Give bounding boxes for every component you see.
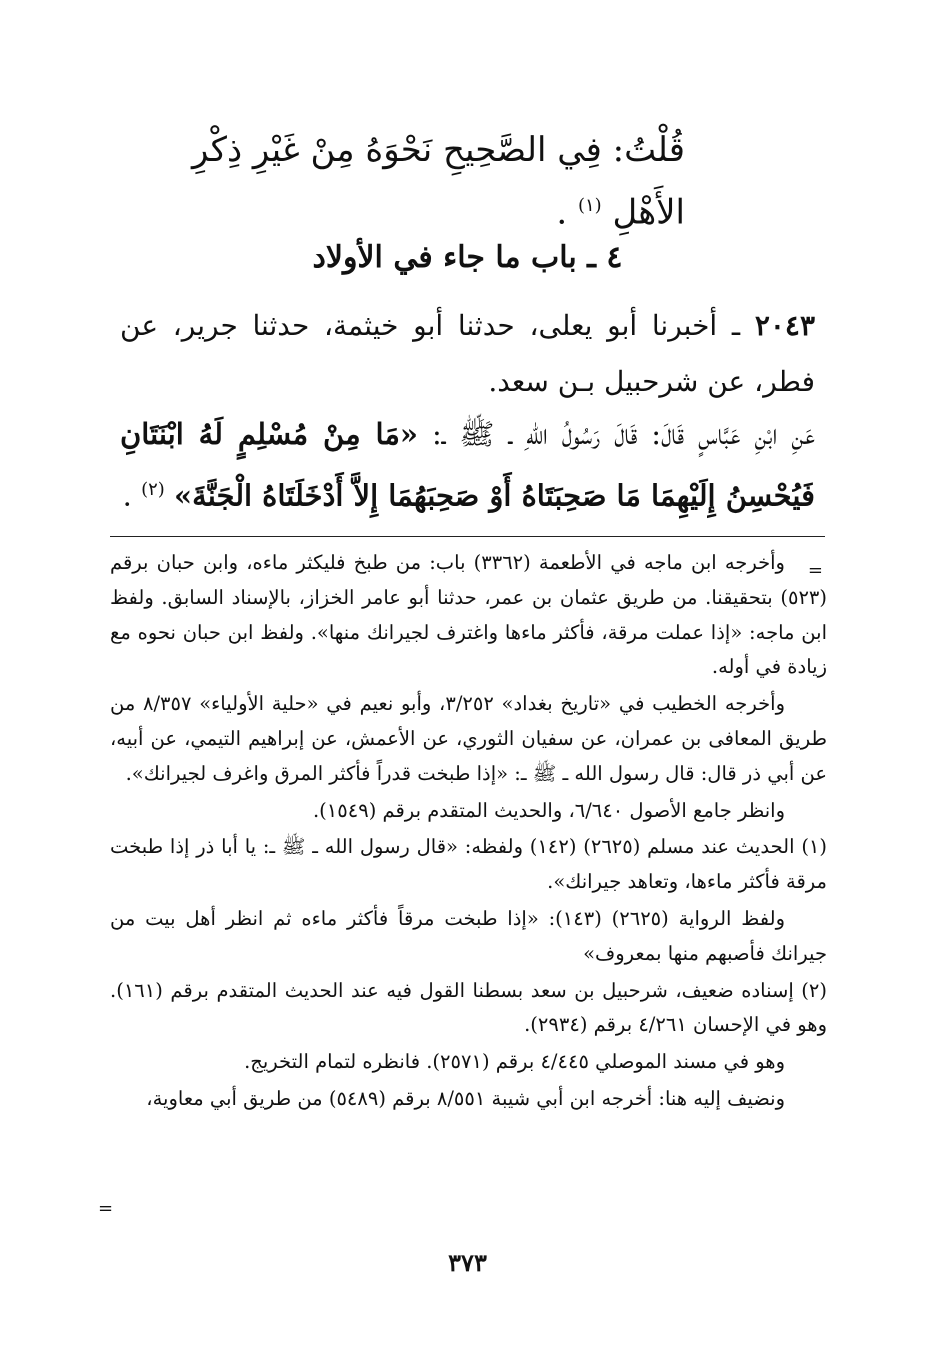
footnote-continued-para: وأخرجه ابن ماجه في الأطعمة (٣٣٦٢) باب: من طبخ فليكثر ماءه، وابن حبان برقم (٥٢٣) بتحقيقنا. من طريق عثمان بن عمر، حدثنا أبو عامر الخزاز، بالإسناد السابق. ولفظ ابن ماجه: «إذا عملت مرقة، فأكثر ماءها واغترف لجيرانك منها». ولفظ ابن حبان نحوه مع زيادة في أوله. bbox=[110, 551, 827, 679]
footnote-2-para: وهو في مسند الموصلي ٤/٤٤٥ برقم (٢٥٧١). فانظره لتمام التخريج. bbox=[244, 1050, 785, 1074]
hadith-intro: عَنِ ابْنِ عَبَّاسٍ قَالَ: قَالَ رَسُولُ اللهِ ـ ﷺ ـ: bbox=[432, 417, 815, 451]
hadith-number: ٢٠٤٣ bbox=[754, 309, 815, 342]
footnote-2-para: ونضيف إليه هنا: أخرجه ابن أبي شيبة ٨/٥٥١ برقم (٥٤٨٩) من طريق أبي معاوية، bbox=[146, 1086, 785, 1110]
qultu-end: . bbox=[556, 192, 568, 233]
continuation-marker-top: = bbox=[807, 560, 823, 581]
footnote-separator bbox=[110, 536, 825, 537]
hadith-isnad bbox=[120, 298, 815, 410]
footnote-ref-2: (٢) bbox=[141, 479, 165, 500]
footnote-ref-1: (١) bbox=[577, 195, 602, 216]
page-number: ٣٧٣ bbox=[448, 1248, 487, 1277]
footnote-continued-para: وانظر جامع الأصول ٦/٦٤٠، والحديث المتقدم برقم (١٥٤٩). bbox=[312, 798, 785, 822]
hadith-end: . bbox=[122, 478, 132, 513]
hadith-text bbox=[120, 406, 815, 524]
footnote-1: (١) الحديث عند مسلم (٢٦٢٥) (١٤٢) ولفظه: «قال رسول الله ـ ﷺ ـ: يا أبا ذر إذا طبخت مرقة فأكثر ماءها، وتعاهد جيرانك». bbox=[110, 835, 828, 894]
footnotes bbox=[110, 546, 827, 1119]
continuation-marker-bottom: = bbox=[98, 1198, 114, 1219]
hadith-matn: «مَا مِنْ مُسْلِمٍ لَهُ ابْنَتَانِ فَيُحْسِنُ إِلَيْهِمَا مَا صَحِبَتَاهُ أَوْ صَحِبَهُمَا إِلاَّ أَدْخَلَتَاهُ الْجَنَّةَ» bbox=[120, 417, 815, 513]
footnote-1-para: ولفظ الرواية (٢٦٢٥) (١٤٣): «إذا طبخت مرقاً فأكثر ماءه ثم انظر أهل بيت من جيرانك فأصبهم منها بمعروف» bbox=[110, 906, 827, 965]
footnote-continued-para: وأخرجه الخطيب في «تاريخ بغداد» ٣/٢٥٢، وأبو نعيم في «حلية الأولياء» ٨/٣٥٧ من طريق المعافى بن عمران، عن سفيان الثوري، عن الأعمش، عن إبراهيم التيمي، عن أبيه، عن أبي ذر قال: قال رسول الله ـ ﷺ ـ: «إذا طبخت قدراً فأكثر المرق واغرف لجيرانك». bbox=[110, 692, 827, 785]
qultu-text: قُلْتُ: فِي الصَّحِيحِ نَحْوَهُ مِنْ غَيْرِ ذِكْرِ الأَهْلِ bbox=[192, 130, 685, 233]
hadith-isnad-text: ـ أخبرنا أبو يعلى، حدثنا أبو خيثمة، حدثنا جرير، عن فطر، عن شرحبيل بـن سعد. bbox=[120, 309, 815, 398]
qultu-line bbox=[170, 122, 685, 240]
chapter-heading: ٤ ـ باب ما جاء في الأولاد bbox=[312, 240, 623, 275]
footnote-2: (٢) إسناده ضعيف، شرحبيل بن سعد بسطنا القول فيه عند الحديث المتقدم برقم (١٦١). وهو في الإحسان ٤/٢٦١ برقم (٢٩٣٤). bbox=[110, 978, 827, 1037]
